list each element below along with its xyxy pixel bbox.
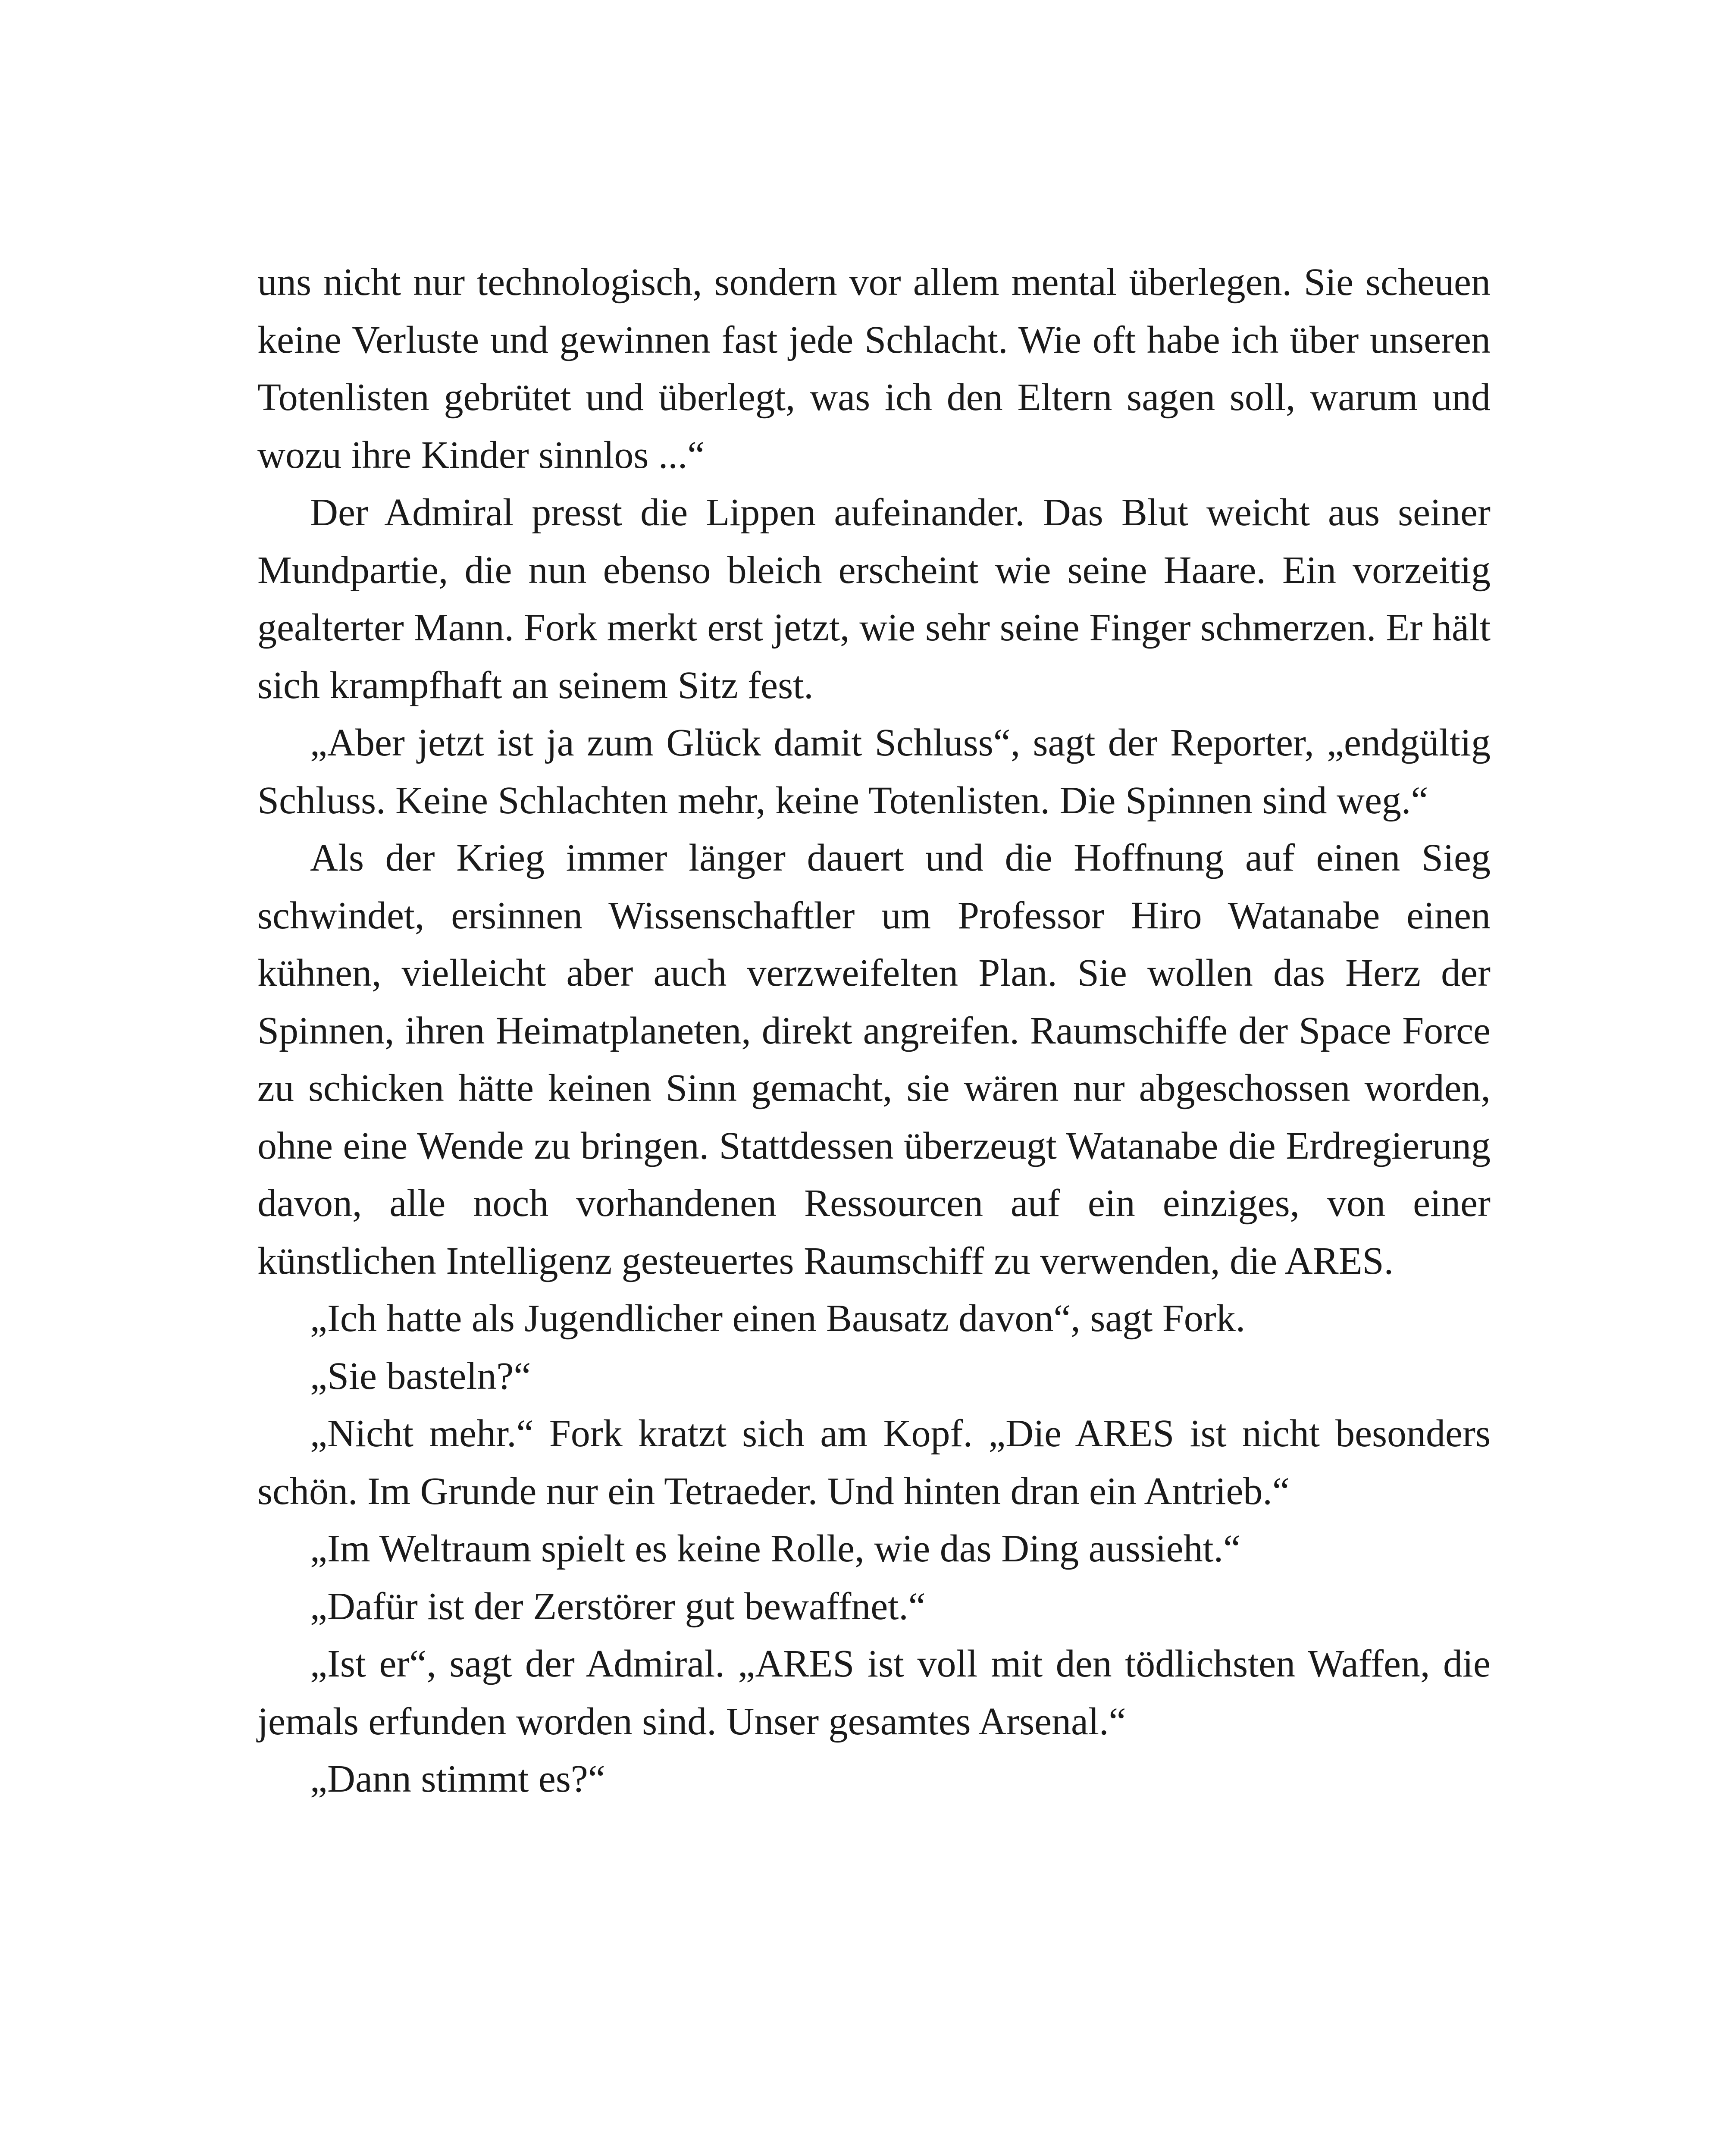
- paragraph-10: „Ist er“, sagt der Admiral. „ARES ist voll mit den tödlichsten Waffen, die jemals erfunden worden sind. Unser gesamtes Arsenal.“: [257, 1642, 1491, 1743]
- paragraph-3: „Aber jetzt ist ja zum Glück damit Schluss“, sagt der Reporter, „endgültig Schluss. Keine Schlachten mehr, keine Totenlisten. Die Spinnen sind weg.“: [257, 721, 1491, 822]
- paragraph-6: „Sie basteln?“: [310, 1354, 531, 1398]
- paragraph-8: „Im Weltraum spielt es keine Rolle, wie das Ding aussieht.“: [310, 1527, 1241, 1570]
- paragraph-5: „Ich hatte als Jugendlicher einen Bausatz davon“, sagt Fork.: [310, 1297, 1246, 1340]
- body-text: [257, 254, 1491, 1808]
- paragraph-9: „Dafür ist der Zerstörer gut bewaffnet.“: [310, 1585, 926, 1628]
- paragraph-4: Als der Krieg immer länger dauert und die Hoffnung auf einen Sieg schwindet, ersinnen Wissenschaftler um Professor Hiro Watanabe einen kühnen, vielleicht aber auch verzweifelten Plan. Sie wollen das Herz der Spinnen, ihren Heimatplaneten, direkt angreifen. Raumschiffe der Space Force zu schicken hätte keinen Sinn gemacht, sie wären nur abgeschossen worden, ohne eine Wende zu bringen. Stattdessen überzeugt Watanabe die Erdregierung davon, alle noch vorhandenen Ressourcen auf ein einziges, von einer künstlichen Intelligenz gesteuertes Raumschiff zu verwenden, die ARES.: [257, 837, 1491, 1282]
- paragraph-2: Der Admiral presst die Lippen aufeinander. Das Blut weicht aus seiner Mundpartie, die nun ebenso bleich erscheint wie seine Haare. Ein vorzeitig gealterter Mann. Fork merkt erst jetzt, wie sehr seine Finger schmerzen. Er hält sich krampfhaft an seinem Sitz fest.: [257, 491, 1491, 707]
- paragraph-11: „Dann stimmt es?“: [310, 1758, 605, 1800]
- paragraph-1: uns nicht nur technologisch, sondern vor allem mental überlegen. Sie scheuen keine Verluste und gewinnen fast jede Schlacht. Wie oft habe ich über unseren Totenlisten gebrütet und überlegt, was ich den Eltern sagen soll, warum und wozu ihre Kinder sinnlos ...“: [257, 261, 1491, 476]
- paragraph-7: „Nicht mehr.“ Fork kratzt sich am Kopf. „Die ARES ist nicht besonders schön. Im Grunde nur ein Tetraeder. Und hinten dran ein Antrieb.“: [257, 1412, 1491, 1513]
